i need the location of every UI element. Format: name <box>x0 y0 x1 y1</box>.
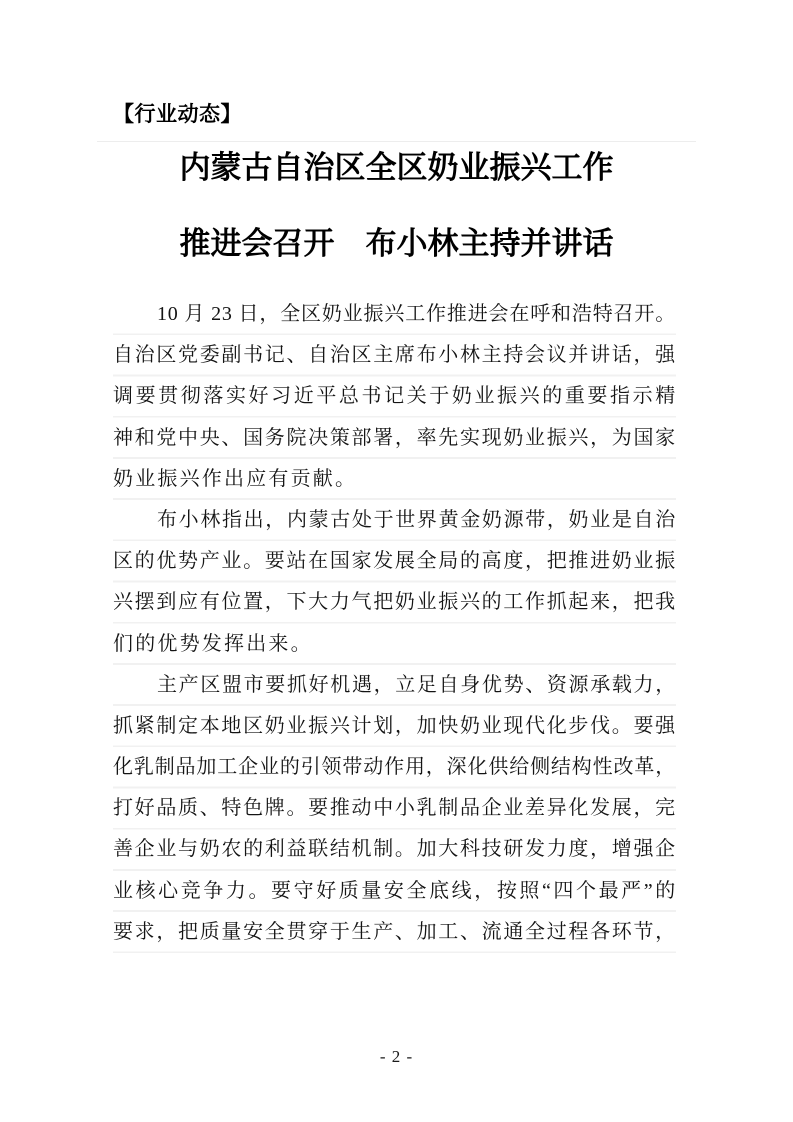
body-line: 10 月 23 日，全区奶业振兴工作推进会在呼和浩特召开。 <box>157 303 676 325</box>
body-line: 善企业与奶农的利益联结机制。加大科技研发力度，增强企 <box>113 838 676 861</box>
body-line: 化乳制品加工企业的引领带动作用，深化供给侧结构性改革， <box>113 756 676 779</box>
page-number: - 2 - <box>379 1047 414 1066</box>
body-line: 调要贯彻落实好习近平总书记关于奶业振兴的重要指示精 <box>113 385 676 408</box>
body-line: 神和党中央、国务院决策部署，率先实现奶业振兴，为国家 <box>113 426 676 449</box>
body-line: 要求，把质量安全贯穿于生产、加工、流通全过程各环节， <box>113 920 676 943</box>
paragraph <box>113 665 676 953</box>
section-header: 【行业动态】 <box>113 103 242 126</box>
body-line: 兴摆到应有位置，下大力气把奶业振兴的工作抓起来，把我 <box>113 591 676 614</box>
document-title <box>0 130 793 282</box>
body-line: 主产区盟市要抓好机遇，立足自身优势、资源承载力， <box>157 673 676 696</box>
body-line: 自治区党委副书记、自治区主席布小林主持会议并讲话，强 <box>113 344 676 367</box>
body-line: 们的优势发挥出来。 <box>113 632 313 655</box>
paragraph <box>113 294 676 500</box>
title-line-1: 内蒙古自治区全区奶业振兴工作 <box>179 150 614 185</box>
title-line-2: 推进会召开 布小林主持并讲话 <box>179 226 614 261</box>
paragraph <box>113 500 676 665</box>
body-line: 区的优势产业。要站在国家发展全局的高度，把推进奶业振 <box>113 550 676 573</box>
body-line: 布小林指出，内蒙古处于世界黄金奶源带，奶业是自治 <box>157 508 676 531</box>
body-line: 抓紧制定本地区奶业振兴计划，加快奶业现代化步伐。要强 <box>113 714 676 737</box>
body-line: 打好品质、特色牌。要推动中小乳制品企业差异化发展，完 <box>113 797 676 820</box>
body-line: 业核心竞争力。要守好质量安全底线，按照“四个最严”的 <box>113 879 676 902</box>
body-line: 奶业振兴作出应有贡献。 <box>113 467 358 490</box>
body-text <box>113 294 676 953</box>
